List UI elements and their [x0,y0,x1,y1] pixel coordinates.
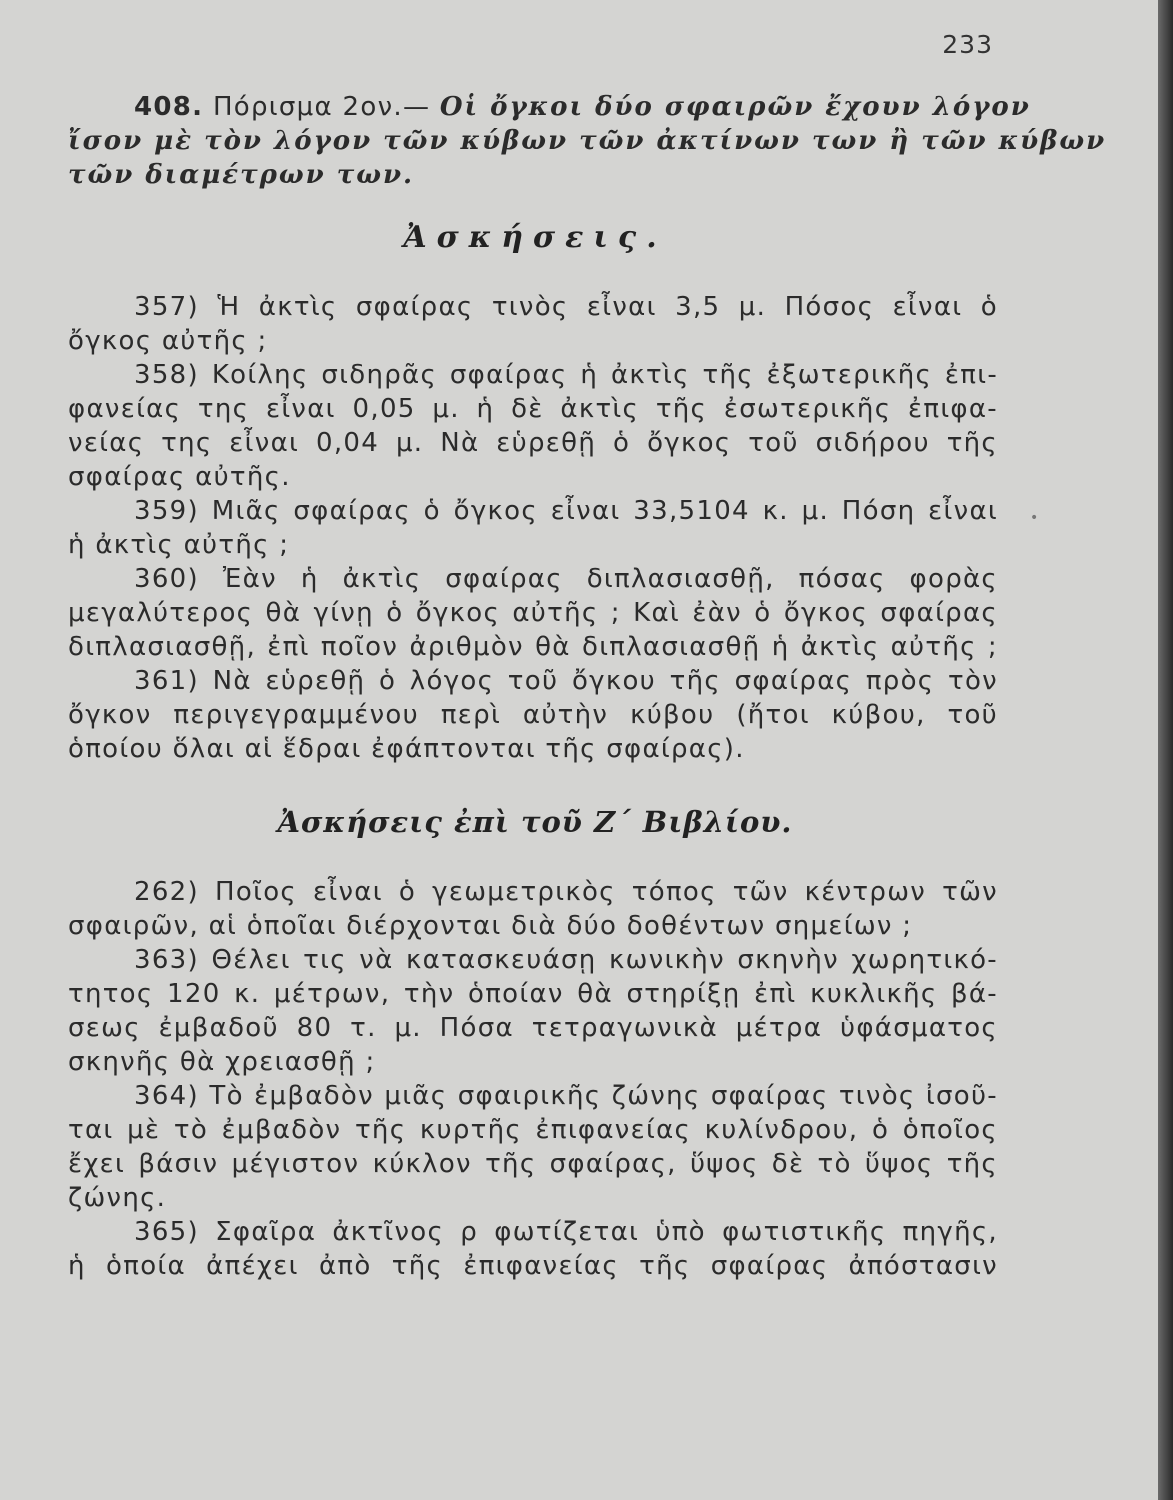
exercise-364-line-4: ζώνης. [68,1183,167,1213]
porisma-line-3: τῶν διαμέτρων των. [68,160,415,190]
porisma-text-1: Οἱ ὄγκοι δύο σφαιρῶν ἔχουν λόγον [439,92,1031,122]
exercise-364-line-2: ται μὲ τὸ ἐμβαδὸν τῆς κυρτῆς ἐπιφανείας κυλίνδρου, ὁ ὁποῖος [68,1115,998,1145]
exercise-363-line-1: 363) Θέλει τις νὰ κατασκευάσῃ κωνικὴν σκηνὴν χωρητικό- [134,945,998,975]
exercise-359-line-2: ἡ ἀκτὶς αὐτῆς ; [68,530,290,560]
exercise-361-line-2: ὄγκον περιγεγραμμένου περὶ αὐτὴν κύβου (ἤτοι κύβου, τοῦ [68,700,998,730]
exercise-364-line-3: ἔχει βάσιν μέγιστον κύκλον τῆς σφαίρας, ὕψος δὲ τὸ ὕψος τῆς [68,1149,998,1179]
page-edge-shadow [1158,0,1173,1500]
exercise-358-line-1: 358) Κοίλης σιδηρᾶς σφαίρας ἡ ἀκτὶς τῆς ἐξωτερικῆς ἐπι- [134,360,998,390]
exercises-heading: Ἀσκήσεις. [403,220,667,255]
exercise-363-line-3: σεως ἐμβαδοῦ 80 τ. μ. Πόσα τετραγωνικὰ μέτρα ὑφάσματος [68,1013,998,1043]
exercise-361-line-1: 361) Νὰ εὑρεθῇ ὁ λόγος τοῦ ὄγκου τῆς σφαίρας πρὸς τὸν [134,666,998,696]
page-number: 233 [942,30,993,59]
exercise-359-line-1: 359) Μιᾶς σφαίρας ὁ ὄγκος εἶναι 33,5104 κ. μ. Πόση εἶναι [134,496,998,526]
exercise-357-line-1: 357) Ἡ ἀκτὶς σφαίρας τινὸς εἶναι 3,5 μ. Πόσος εἶναι ὁ [134,292,998,322]
exercise-358-line-3: νείας της εἶναι 0,04 μ. Νὰ εὑρεθῇ ὁ ὄγκος τοῦ σιδήρου τῆς [68,428,998,458]
exercise-360-line-2: μεγαλύτερος θὰ γίνῃ ὁ ὄγκος αὐτῆς ; Καὶ ἐὰν ὁ ὄγκος σφαίρας [68,598,998,628]
exercise-364-line-1: 364) Τὸ ἐμβαδὸν μιᾶς σφαιρικῆς ζώνης σφαίρας τινὸς ἰσοῦ- [134,1081,998,1111]
exercise-358-line-2: φανείας της εἶναι 0,05 μ. ἡ δὲ ἀκτὶς τῆς ἐσωτερικῆς ἐπιφα- [68,394,998,424]
porisma-line-2: ἴσον μὲ τὸν λόγον τῶν κύβων τῶν ἀκτίνων των ἢ τῶν κύβων [68,126,1107,156]
exercise-363-line-2: τητος 120 κ. μέτρων, τὴν ὁποίαν θὰ στηρίξῃ ἐπὶ κυκλικῆς βά- [68,979,998,1009]
exercise-262-line-1: 262) Ποῖος εἶναι ὁ γεωμετρικὸς τόπος τῶν κέντρων τῶν [134,877,998,907]
book-z-exercises-heading: Ἀσκήσεις ἐπὶ τοῦ Ζ΄ Βιβλίου. [277,805,793,839]
exercise-360-line-3: διπλασιασθῇ, ἐπὶ ποῖον ἀριθμὸν θὰ διπλασιασθῇ ἡ ἀκτὶς αὐτῆς ; [68,632,998,662]
exercise-360-line-1: 360) Ἐὰν ἡ ἀκτὶς σφαίρας διπλασιασθῇ, πόσας φορὰς [134,564,998,594]
exercise-361-line-3: ὁποίου ὅλαι αἱ ἕδραι ἐφάπτονται τῆς σφαίρας). [68,734,745,764]
exercise-262-line-2: σφαιρῶν, αἱ ὁποῖαι διέρχονται διὰ δύο δοθέντων σημείων ; [68,911,913,941]
porisma-number: 408. [134,92,204,122]
exercise-363-line-4: σκηνῆς θὰ χρειασθῇ ; [68,1047,376,1077]
exercise-358-line-4: σφαίρας αὐτῆς. [68,462,291,492]
exercise-365-line-1: 365) Σφαῖρα ἀκτῖνος ρ φωτίζεται ὑπὸ φωτιστικῆς πηγῆς, [134,1217,998,1247]
exercise-357-line-2: ὄγκος αὐτῆς ; [68,326,268,356]
margin-ink-speck: • [1030,510,1039,526]
porisma-line-1 [134,90,1031,124]
porisma-label: Πόρισμα 2ον.— [212,92,431,122]
exercise-365-line-2: ἡ ὁποία ἀπέχει ἀπὸ τῆς ἐπιφανείας τῆς σφαίρας ἀπόστασιν [68,1251,998,1281]
